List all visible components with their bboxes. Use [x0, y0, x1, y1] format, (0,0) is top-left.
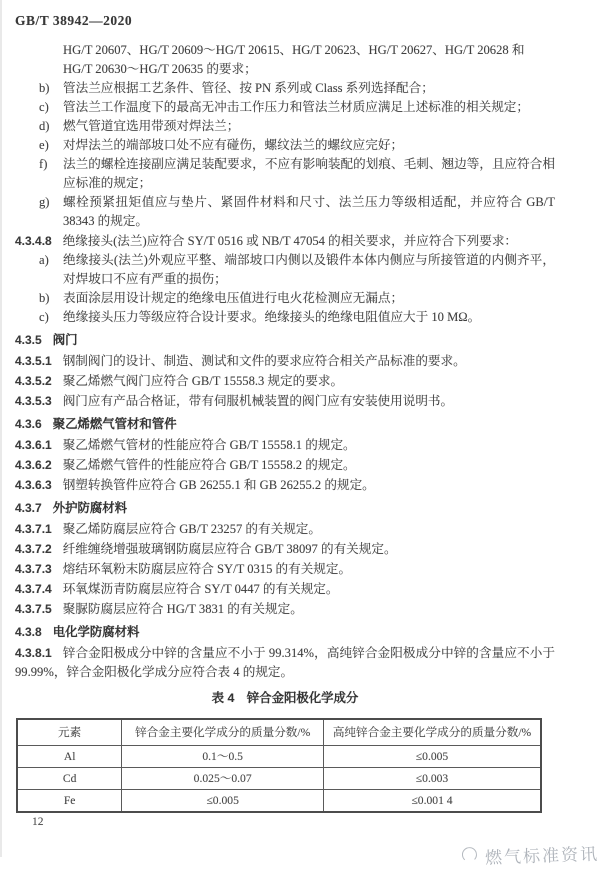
- clause-4-3-5-3: [15, 392, 555, 411]
- table-row-cd: [17, 768, 541, 790]
- watermark-logo-icon: [462, 847, 478, 863]
- document-body: [0, 29, 605, 832]
- list-text: 法兰的螺栓连接副应满足装配要求，不应有影响装配的划痕、毛刺、翘边等，且应符合相应标准的规定；: [63, 157, 555, 190]
- clause-number: 4.3.5.3: [15, 394, 52, 408]
- clause-4-3-5-1: [15, 352, 555, 371]
- list-text: 绝缘接头压力等级应符合设计要求。绝缘接头的绝缘电阻值应大于 10 MΩ。: [63, 310, 481, 324]
- clause-text: 聚乙烯燃气阀门应符合 GB/T 15558.3 规定的要求。: [62, 374, 344, 388]
- list-item-d: [15, 117, 555, 136]
- list-text: 螺栓预紧扭矩值应与垫片、紧固件材料和尺寸、法兰压力等级相适配，并应符合 GB/T 38343 的规定。: [63, 195, 555, 228]
- clause-number: 4.3.7.4: [15, 582, 52, 596]
- section-number: 4.3.8: [15, 625, 42, 639]
- clause-4-3-4-8: [15, 232, 555, 251]
- table-4: [16, 718, 542, 813]
- cell-element: Al: [17, 746, 122, 768]
- clause-number: 4.3.7.1: [15, 522, 52, 536]
- list-label: b): [39, 291, 50, 305]
- list-label: g): [39, 195, 50, 209]
- cell-element: Cd: [17, 768, 122, 790]
- clause-text: 绝缘接头(法兰)应符合 SY/T 0516 或 NB/T 47054 的相关要求，并应符合下列要求：: [62, 234, 518, 248]
- section-title: 外护防腐材料: [52, 501, 128, 515]
- cell-main-value: ≤0.005: [122, 790, 324, 813]
- cell-main-value: 0.025～0.07: [122, 768, 324, 790]
- list-label: c): [39, 310, 49, 324]
- clause-4-3-7-4: [15, 580, 555, 599]
- list-item-e: [15, 136, 555, 155]
- cell-high-purity-value: ≤0.003: [324, 768, 541, 790]
- clause-number: 4.3.6.1: [15, 438, 52, 452]
- clause-4-3-6-1: [15, 436, 555, 455]
- list-item-g: [15, 193, 555, 231]
- section-title: 阀门: [52, 333, 78, 347]
- section-heading-4-3-7: [15, 499, 555, 518]
- clause-text: 聚脲防腐层应符合 HG/T 3831 的有关规定。: [62, 602, 303, 616]
- cell-high-purity-value: ≤0.001 4: [324, 790, 541, 813]
- clause-text: 聚乙烯燃气管件的性能应符合 GB/T 15558.2 的规定。: [62, 458, 356, 472]
- list-text: 表面涂层用设计规定的绝缘电压值进行电火花检测应无漏点；: [63, 291, 404, 305]
- table-header-row: [17, 719, 541, 746]
- scan-edge-shadow: [0, 0, 2, 857]
- clause-text: 纤维缠绕增强玻璃钢防腐层应符合 GB/T 38097 的有关规定。: [62, 542, 397, 556]
- clause-text: 钢制阀门的设计、制造、测试和文件的要求应符合相关产品标准的要求。: [62, 354, 466, 368]
- list-text: 管法兰应根据工艺条件、管径、按 PN 系列或 Class 系列选择配合；: [63, 81, 434, 95]
- list-label: d): [39, 119, 50, 133]
- table-header-main-composition: 锌合金主要化学成分的质量分数/%: [122, 719, 324, 746]
- section-number: 4.3.6: [15, 417, 42, 431]
- list-label: e): [39, 138, 49, 152]
- list-label: a): [39, 253, 49, 267]
- clause-text: 阀门应有产品合格证，带有伺服机械装置的阀门应有安装使用说明书。: [62, 394, 454, 408]
- table-row-fe: [17, 790, 541, 813]
- clause-number: 4.3.7.5: [15, 602, 52, 616]
- cell-main-value: 0.1～0.5: [122, 746, 324, 768]
- sublist-item-a: [15, 251, 555, 289]
- clause-text: 聚乙烯燃气管材的性能应符合 GB/T 15558.1 的规定。: [62, 438, 356, 452]
- clause-4-3-6-2: [15, 456, 555, 475]
- table-header-element: 元素: [17, 719, 122, 746]
- table-header-high-purity-composition: 高纯锌合金主要化学成分的质量分数/%: [324, 719, 541, 746]
- doc-number: GB/T 38942—2020: [15, 13, 133, 28]
- list-text: 绝缘接头(法兰)外观应平整、端部坡口内侧以及锻件本体内侧应与所接管道的内侧齐平，对焊坡口不应有严重的损伤；: [63, 253, 555, 286]
- cell-high-purity-value: ≤0.005: [324, 746, 541, 768]
- clause-number: 4.3.5.1: [15, 354, 52, 368]
- section-title: 电化学防腐材料: [52, 625, 140, 639]
- clause-4-3-7-5: [15, 600, 555, 619]
- intro-continuation-line: HG/T 20607、HG/T 20609～HG/T 20615、HG/T 20623、HG/T 20627、HG/T 20628 和: [63, 43, 525, 57]
- clause-number: 4.3.6.2: [15, 458, 52, 472]
- clause-text: 环氧煤沥青防腐层应符合 SY/T 0447 的有关规定。: [62, 582, 339, 596]
- list-text: 燃气管道宜选用带颈对焊法兰；: [63, 119, 240, 133]
- clause-number: 4.3.7.3: [15, 562, 52, 576]
- intro-continuation-line: HG/T 20630～HG/T 20635 的要求；: [63, 62, 257, 76]
- list-label: f): [39, 157, 48, 171]
- section-number: 4.3.7: [15, 501, 42, 515]
- clause-text: 锌合金阳极成分中锌的含量应不小于 99.314%，高纯锌合金阳极成分中锌的含量应不小于 99.99%，锌合金阳极化学成分应符合表 4 的规定。: [15, 646, 555, 679]
- list-text: 管法兰工作温度下的最高无冲击工作压力和管法兰材质应满足上述标准的相关规定；: [63, 100, 529, 114]
- cell-element: Fe: [17, 790, 122, 813]
- list-item-f: [15, 155, 555, 193]
- sublist-item-c: [15, 308, 555, 327]
- section-heading-4-3-5: [15, 331, 555, 350]
- clause-4-3-7-1: [15, 520, 555, 539]
- sublist-item-b: [15, 289, 555, 308]
- clause-4-3-6-3: [15, 476, 555, 495]
- list-item-c: [15, 98, 555, 117]
- list-text: 对焊法兰的端部坡口处不应有碰伤，螺纹法兰的螺纹应完好；: [63, 138, 404, 152]
- clause-4-3-8-1: [15, 644, 555, 682]
- page-number: 12: [32, 816, 44, 828]
- section-heading-4-3-6: [15, 415, 555, 434]
- section-heading-4-3-8: [15, 623, 555, 642]
- clause-number: 4.3.4.8: [15, 234, 52, 248]
- table-4-caption: 表 4 锌合金阳极化学成分: [211, 691, 359, 705]
- clause-4-3-5-2: [15, 372, 555, 391]
- section-number: 4.3.5: [15, 333, 42, 347]
- list-item-b: [15, 79, 555, 98]
- clause-number: 4.3.7.2: [15, 542, 52, 556]
- watermark-text: 燃气标准资讯: [484, 844, 600, 868]
- clause-number: 4.3.5.2: [15, 374, 52, 388]
- list-label: b): [39, 81, 50, 95]
- table-row-al: [17, 746, 541, 768]
- clause-text: 熔结环氧粉末防腐层应符合 SY/T 0315 的有关规定。: [62, 562, 352, 576]
- watermark: [462, 840, 600, 869]
- clause-text: 聚乙烯防腐层应符合 GB/T 23257 的有关规定。: [62, 522, 321, 536]
- clause-4-3-7-2: [15, 540, 555, 559]
- clause-number: 4.3.6.3: [15, 478, 52, 492]
- section-title: 聚乙烯燃气管材和管件: [52, 417, 177, 431]
- list-label: c): [39, 100, 49, 114]
- clause-4-3-7-3: [15, 560, 555, 579]
- clause-text: 钢塑转换管件应符合 GB 26255.1 和 GB 26255.2 的规定。: [62, 478, 375, 492]
- clause-number: 4.3.8.1: [15, 646, 52, 660]
